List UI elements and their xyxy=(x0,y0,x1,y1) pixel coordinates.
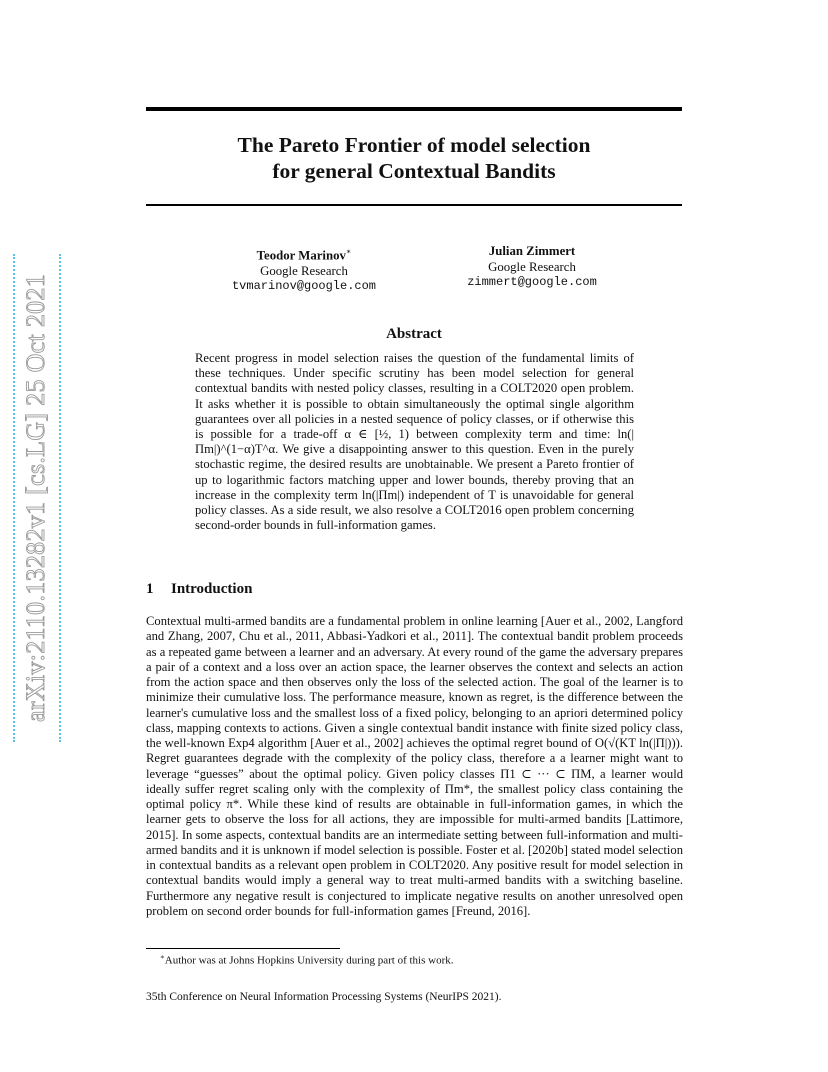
paper-title xyxy=(146,132,682,184)
section-title: Introduction xyxy=(171,581,253,597)
arxiv-stamp xyxy=(0,0,60,1072)
footnote xyxy=(160,953,454,967)
author-affiliation: Google Research xyxy=(488,259,576,274)
author-email[interactable]: tvmarinov@google.com xyxy=(231,279,377,294)
footnote-rule xyxy=(146,948,340,949)
introduction-text: Contextual multi-armed bandits are a fundamental problem in online learning [Auer et al., 2002, Langford and Zhang, 2007, Chu et al., 2011, Abbasi-Yadkori et al., 2011]. The contextual bandit problem proceeds as a repeated game between a learner and an adversary. At every round of the game the adversary prepares a pair of a context and a loss over an action space, the learner observes the context and selects an action from the action space and then observes only the loss of the selected action. The goal of the learner is to minimize their cumulative loss. The performance measure, known as regret, is the difference between the learner's cumulative loss and the smallest loss of a fixed policy, belonging to an apriori determined policy class, mapping contexts to actions. Given a single contextual bandit instance with finite sized policy class, the well-known Exp4 algorithm [Auer et al., 2002] achieves the optimal regret bound of O(√(KT ln(|Π|))). Regret guarantees degrade with the complexity of the policy class, therefore a a learner might want to leverage “guesses” about the optimal policy. Given policy classes Π1 ⊂ ··· ⊂ ΠM, a learner would ideally suffer regret scaling only with the complexity of Πm*, the smallest policy class containing the optimal policy π*. While these kind of results are obtainable in full-information games, in which the learner gets to observe the loss for all actions, they are impossible for multi-armed bandits [Lattimore, 2015]. In some aspects, contextual bandits are an intermediate setting between full-information and multi-armed bandits and it is unknown if model selection is possible. Foster et al. [2020b] stated model selection in contextual bandits as a relevant open problem in COLT2020. Any positive result for model selection in contextual bandits would imply a general way to treat multi-armed bandits with a switching baseline. Furthermore any negative result is conjectured to implicate negative results on another unresolved open problem on second order bounds for full-information games [Freund, 2016]. xyxy=(146,614,683,918)
title-rule-top xyxy=(146,107,682,111)
author-block xyxy=(412,244,652,291)
author-footnote-mark: ∗ xyxy=(345,247,352,256)
title-line-2: for general Contextual Bandits xyxy=(272,159,556,183)
title-rule-bottom xyxy=(146,204,682,206)
author-name: Julian Zimmert xyxy=(488,244,576,258)
author-name: Teodor Marinov xyxy=(256,248,346,263)
section-number: 1 xyxy=(146,581,154,597)
arxiv-id: arXiv:2110.13282v1 [cs.LG] 25 Oct 2021 xyxy=(21,273,50,723)
footnote-text: Author was at Johns Hopkins University during part of this work. xyxy=(164,954,454,967)
title-line-1: The Pareto Frontier of model selection xyxy=(237,133,591,157)
footnote-mark: ∗ xyxy=(160,953,165,961)
section-heading xyxy=(146,581,252,598)
author-email[interactable]: zimmert@google.com xyxy=(467,275,597,289)
abstract-text: Recent progress in model selection raises the question of the fundamental limits of these techniques. Under specific scrutiny has been model selection for general contextual bandits with nested policy classes, resulting in a COLT2020 open problem. It asks whether it is possible to obtain simultaneously the optimal single algorithm guarantees over all policies in a nested sequence of policy classes, or if otherwise this is possible for a trade-off α ∈ [½, 1) between complexity term and time: ln(|Πm|)^(1−α)T^α. We give a disappointing answer to this question. Even in the purely stochastic regime, the desired results are unobtainable. We present a Pareto frontier of up to logarithmic factors matching upper and lower bounds, thereby proving that an increase in the complexity term ln(|Πm|) independent of T is unavoidable for general policy classes. As a side result, we also resolve a COLT2016 open problem concerning second-order bounds in full-information games. xyxy=(195,351,634,533)
conference-note: 35th Conference on Neural Information Processing Systems (NeurIPS 2021). xyxy=(146,991,502,1003)
author-affiliation: Google Research xyxy=(260,263,348,278)
author-block xyxy=(184,244,424,295)
abstract-heading: Abstract xyxy=(386,326,442,342)
